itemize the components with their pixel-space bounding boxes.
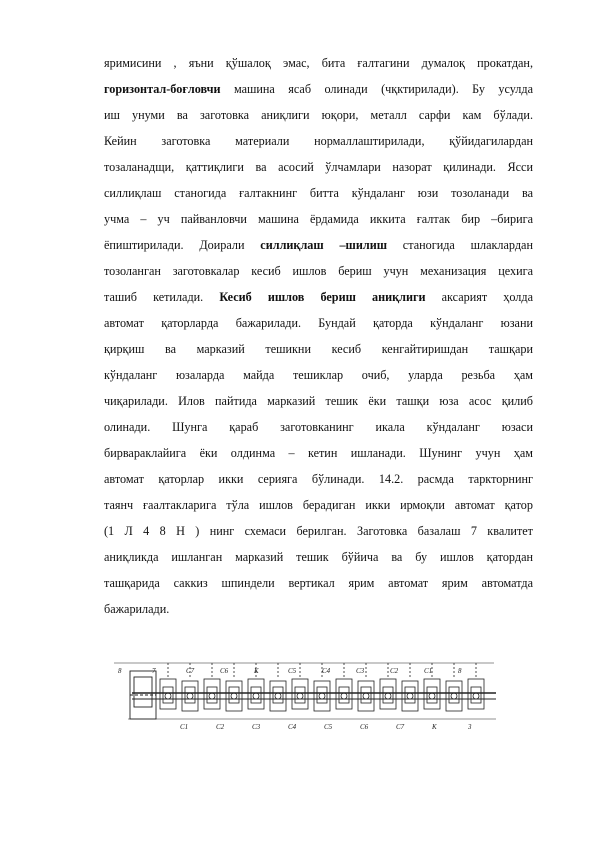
workpiece — [297, 693, 303, 699]
station-spindle — [273, 687, 283, 703]
text-line — [104, 362, 533, 388]
figure-label: С1 — [424, 667, 433, 675]
workpiece — [187, 693, 193, 699]
text-segment: учма – уч пайванловчи машина ёрдамида иккита ғалтак бир –бирига — [104, 212, 533, 226]
station-spindle — [229, 687, 239, 703]
workpiece — [407, 693, 413, 699]
station-spindle — [185, 687, 195, 703]
machine-station — [336, 679, 352, 709]
machine-station — [468, 679, 484, 709]
text-segment: тозаланадщи, қаттиқлиги ва асосий ўлчамлари назорат қилинади. Ясси — [104, 160, 533, 174]
figure-label: 7 — [152, 667, 156, 675]
text-line — [104, 544, 533, 570]
station-spindle — [207, 687, 217, 703]
text-line — [104, 128, 533, 154]
station-spindle — [295, 687, 305, 703]
workpiece — [429, 693, 435, 699]
text-line — [104, 258, 533, 284]
figure-label: К — [432, 723, 437, 731]
text-segment: ташиб кетилади. — [104, 290, 220, 304]
figure-label: С5 — [288, 667, 297, 675]
station-spindle — [405, 687, 415, 703]
text-segment: ташқарида саккиз шпиндели вертикал ярим автомат ярим автоматда — [104, 576, 533, 590]
station-spindle — [163, 687, 173, 703]
machine-station — [182, 681, 198, 711]
text-segment: иш унуми ва заготовка аниқлиги юқори, металл сарфи кам бўлади. — [104, 108, 533, 122]
machine-station — [314, 681, 330, 711]
text-segment: кўндаланг юзаларда майда тешиклар очиб, уларда резьба ҳам — [104, 368, 533, 382]
figure-label: 8 — [118, 667, 122, 675]
station-spindle — [251, 687, 261, 703]
bold-term: силлиқлаш –шилиш — [260, 238, 388, 252]
machine-station — [226, 681, 242, 711]
text-segment: қирқиш ва марказий тешикни кесиб кенгайтиришдан ташқари — [104, 342, 533, 356]
figure-label: С6 — [220, 667, 229, 675]
text-segment: аксарият ҳолда — [425, 290, 533, 304]
figure-label: С1 — [180, 723, 189, 731]
paragraph — [104, 50, 533, 622]
station-spindle — [427, 687, 437, 703]
text-line — [104, 492, 533, 518]
text-line — [104, 76, 533, 102]
figure-label: С2 — [216, 723, 225, 731]
text-segment: силлиқлаш станогида ғалтакнинг битта кўндаланг юзи тозоланади ва — [104, 186, 533, 200]
machine-station — [248, 679, 264, 709]
text-line — [104, 154, 533, 180]
station-spindle — [383, 687, 393, 703]
machine-station — [292, 679, 308, 709]
text-segment: бажарилади. — [104, 602, 170, 616]
text-line — [104, 102, 533, 128]
workpiece — [165, 693, 171, 699]
workpiece — [473, 693, 479, 699]
text-line — [104, 388, 533, 414]
text-segment: автомат қаторларда бажарилади. Бундай қаторда кўндаланг юзани — [104, 316, 533, 330]
text-line — [104, 310, 533, 336]
figure-label: С4 — [288, 723, 297, 731]
machine-station — [160, 679, 176, 709]
bold-term: горизонтал-боғловчи — [104, 82, 221, 96]
machine-station — [402, 681, 418, 711]
workpiece — [275, 693, 281, 699]
text-line — [104, 284, 533, 310]
text-segment: ёпиштирилади. Доирали — [104, 238, 261, 252]
workpiece — [363, 693, 369, 699]
station-spindle — [361, 687, 371, 703]
machine-station — [380, 679, 396, 709]
station-spindle — [317, 687, 327, 703]
figure-label: С2 — [390, 667, 399, 675]
machine-station — [446, 681, 462, 711]
workpiece — [451, 693, 457, 699]
machine-station — [270, 681, 286, 711]
machine-station — [358, 681, 374, 711]
figure-label: С6 — [360, 723, 369, 731]
workpiece — [319, 693, 325, 699]
text-line — [104, 570, 533, 596]
workpiece — [231, 693, 237, 699]
figure-label: С7 — [186, 667, 195, 675]
text-line — [104, 206, 533, 232]
machine-station — [204, 679, 220, 709]
workpiece — [341, 693, 347, 699]
workpiece — [209, 693, 215, 699]
station-spindle — [471, 687, 481, 703]
diagram-svg — [110, 653, 500, 731]
text-segment: тозоланган заготовкалар кесиб ишлов бериш учун механизация цехига — [104, 264, 533, 278]
text-segment: Кейин заготовка материали нормаллаштирилади, қўйидагилардан — [104, 134, 533, 148]
figure-label: К — [254, 667, 259, 675]
text-line — [104, 414, 533, 440]
text-line — [104, 440, 533, 466]
station-spindle — [449, 687, 459, 703]
station-spindle — [339, 687, 349, 703]
workpiece — [385, 693, 391, 699]
text-segment: аниқликда ишланган марказий тешик бўйича ва бу ишлов қатордан — [104, 550, 533, 564]
workpiece — [253, 693, 259, 699]
text-segment: чиқарилади. Илов пайтида марказий тешик ёки ташқи юза асос қилиб — [104, 394, 533, 408]
figure-label: 3 — [468, 723, 472, 731]
figure-label: С3 — [252, 723, 261, 731]
text-segment: таянч ғаалтакларига тўла ишлов берадиган икки ирмоқли автомат қатор — [104, 498, 533, 512]
text-line — [104, 518, 533, 544]
figure-label: С7 — [396, 723, 405, 731]
bold-term: Кесиб ишлов бериш аниқлиги — [219, 290, 426, 304]
text-segment: (1 Л 4 8 Н ) нинг схемаси берилган. Заготовка базалаш 7 квалитет — [104, 524, 533, 538]
text-line — [104, 336, 533, 362]
figure-label: С5 — [324, 723, 333, 731]
figure-label: С3 — [356, 667, 365, 675]
text-segment: автомат қаторлар икки серияга бўлинади. 14.2. расмда таркторнинг — [104, 472, 533, 486]
text-line — [104, 232, 533, 258]
figure-label: С4 — [322, 667, 331, 675]
body-text — [104, 50, 533, 622]
text-segment: яримисини , яъни қўшалоқ эмас, бита ғалтагини думалоқ прокатдан, — [104, 56, 533, 70]
text-segment: машина ясаб олинади (чқктирилади). Бу усулда — [220, 82, 533, 96]
text-segment: бирвараклайига ёки олдинма – кетин ишланади. Шунинг учун ҳам — [104, 446, 533, 460]
text-line — [104, 50, 533, 76]
automatic-line-diagram — [110, 653, 500, 731]
machine-station — [424, 679, 440, 709]
text-line — [104, 180, 533, 206]
text-segment: олинади. Шунга қараб заготовканинг икала кўндаланг юзаси — [104, 420, 533, 434]
figure-label: 8 — [458, 667, 462, 675]
text-segment: станогида шлаклардан — [387, 238, 533, 252]
text-line — [104, 596, 533, 622]
text-line — [104, 466, 533, 492]
